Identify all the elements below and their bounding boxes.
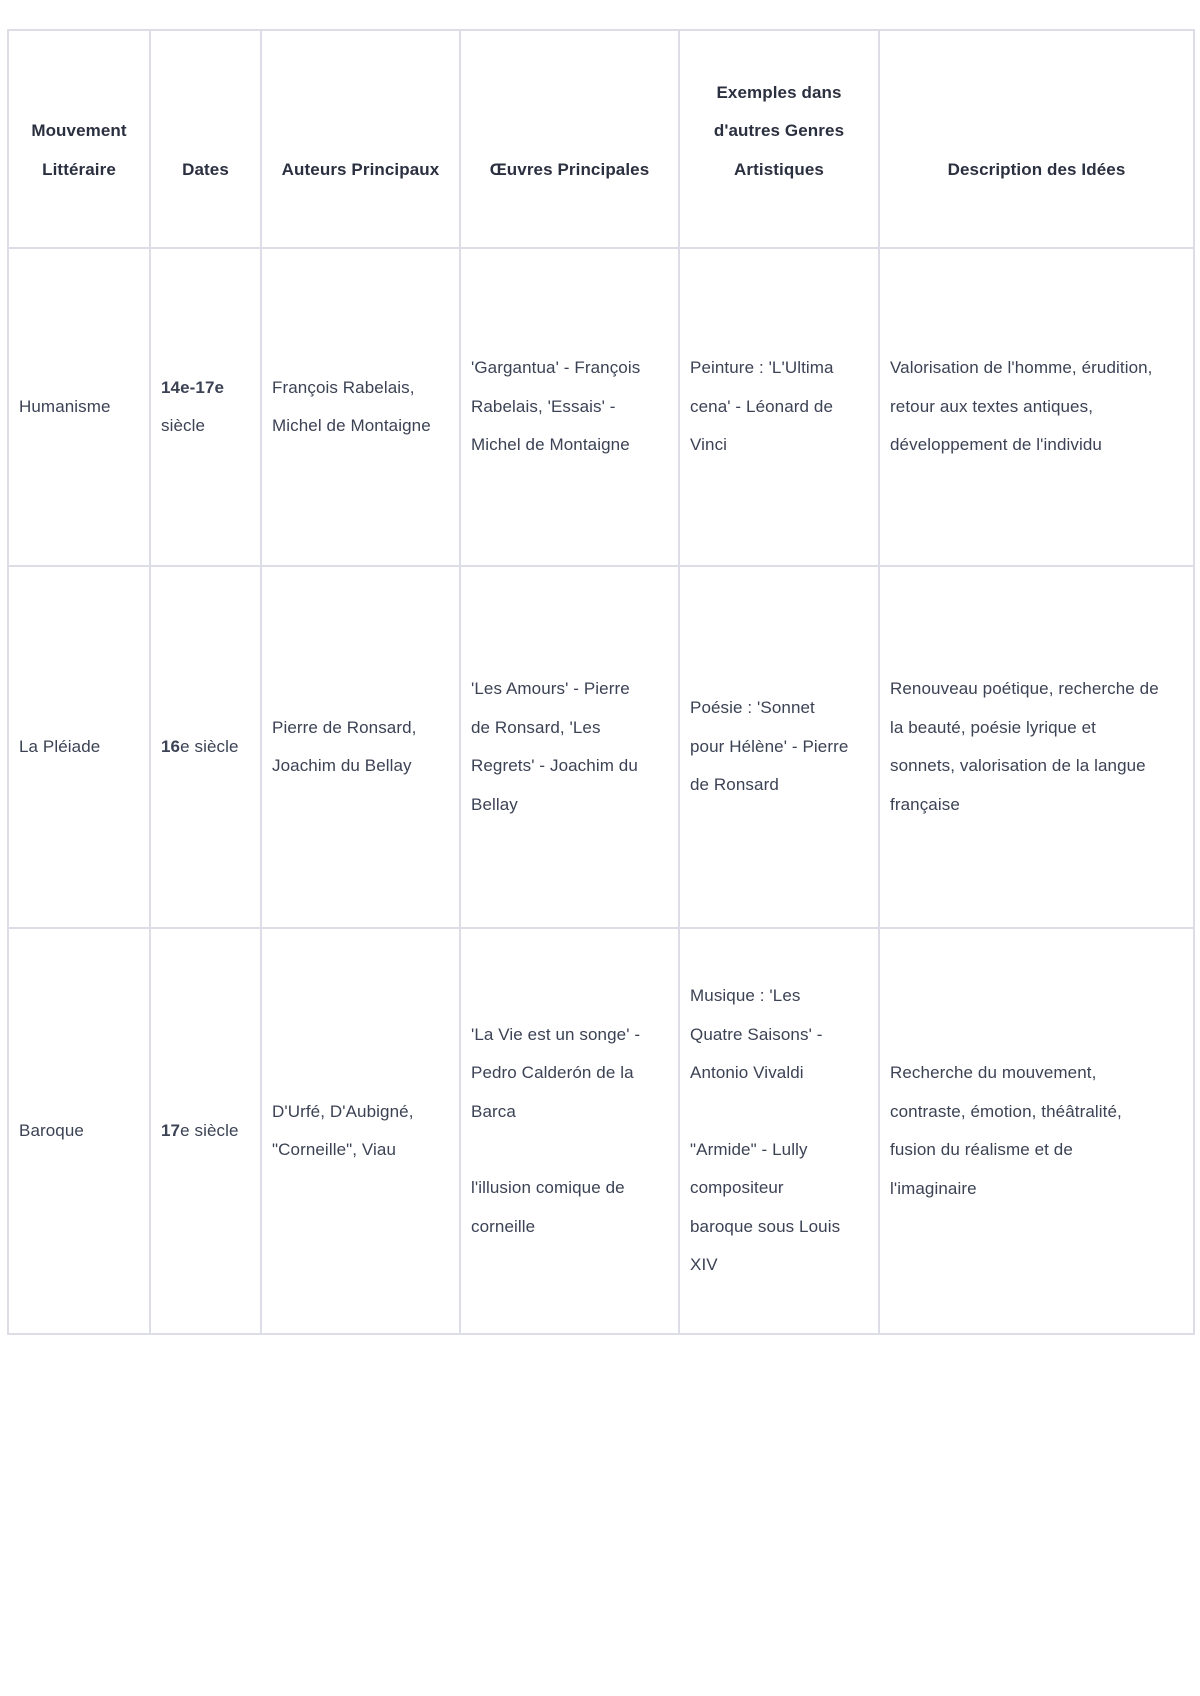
header-examples: Exemples dans d'autres Genres Artistiques <box>679 30 879 248</box>
cell-examples: Poésie : 'Sonnet pour Hélène' - Pierre de Ronsard <box>679 566 879 928</box>
date-number: 16 <box>161 736 181 756</box>
literary-movements-table <box>7 29 1195 1335</box>
header-authors: Auteurs Principaux <box>261 30 460 248</box>
cell-works: 'La Vie est un songe' - Pedro Calderón de la Barca l'illusion comique de corneille <box>460 928 679 1334</box>
header-works: Œuvres Principales <box>460 30 679 248</box>
date-suffix: e siècle <box>180 1120 239 1140</box>
date-suffix: e siècle <box>180 736 239 756</box>
cell-description: Recherche du mouvement, contraste, émotion, théâtralité, fusion du réalisme et de l'imaginaire <box>879 928 1194 1334</box>
date-number: 17 <box>161 1120 181 1140</box>
cell-dates <box>150 928 261 1334</box>
cell-works: 'Les Amours' - Pierre de Ronsard, 'Les Regrets' - Joachim du Bellay <box>460 566 679 928</box>
cell-works: 'Gargantua' - François Rabelais, 'Essais' - Michel de Montaigne <box>460 248 679 566</box>
cell-authors: Pierre de Ronsard, Joachim du Bellay <box>261 566 460 928</box>
cell-examples: Musique : 'Les Quatre Saisons' - Antonio Vivaldi "Armide" - Lully compositeur baroque sous Louis XIV <box>679 928 879 1334</box>
table-header-row <box>8 30 1194 248</box>
paragraph-gap <box>471 1131 668 1169</box>
header-description: Description des Idées <box>879 30 1194 248</box>
cell-movement: Baroque <box>8 928 150 1334</box>
header-movement: Mouvement Littéraire <box>8 30 150 248</box>
cell-authors: D'Urfé, D'Aubigné, "Corneille", Viau <box>261 928 460 1334</box>
table-row <box>8 566 1194 928</box>
table-row <box>8 928 1194 1334</box>
paragraph-gap <box>690 1093 868 1131</box>
cell-description: Valorisation de l'homme, érudition, retour aux textes antiques, développement de l'individu <box>879 248 1194 566</box>
cell-dates: 14e-17e siècle <box>150 248 261 566</box>
cell-movement: Humanisme <box>8 248 150 566</box>
cell-examples: Peinture : 'L'Ultima cena' - Léonard de Vinci <box>679 248 879 566</box>
cell-movement: La Pléiade <box>8 566 150 928</box>
cell-description: Renouveau poétique, recherche de la beauté, poésie lyrique et sonnets, valorisation de la langue française <box>879 566 1194 928</box>
table-row <box>8 248 1194 566</box>
header-dates: Dates <box>150 30 261 248</box>
cell-dates <box>150 566 261 928</box>
cell-authors: François Rabelais, Michel de Montaigne <box>261 248 460 566</box>
